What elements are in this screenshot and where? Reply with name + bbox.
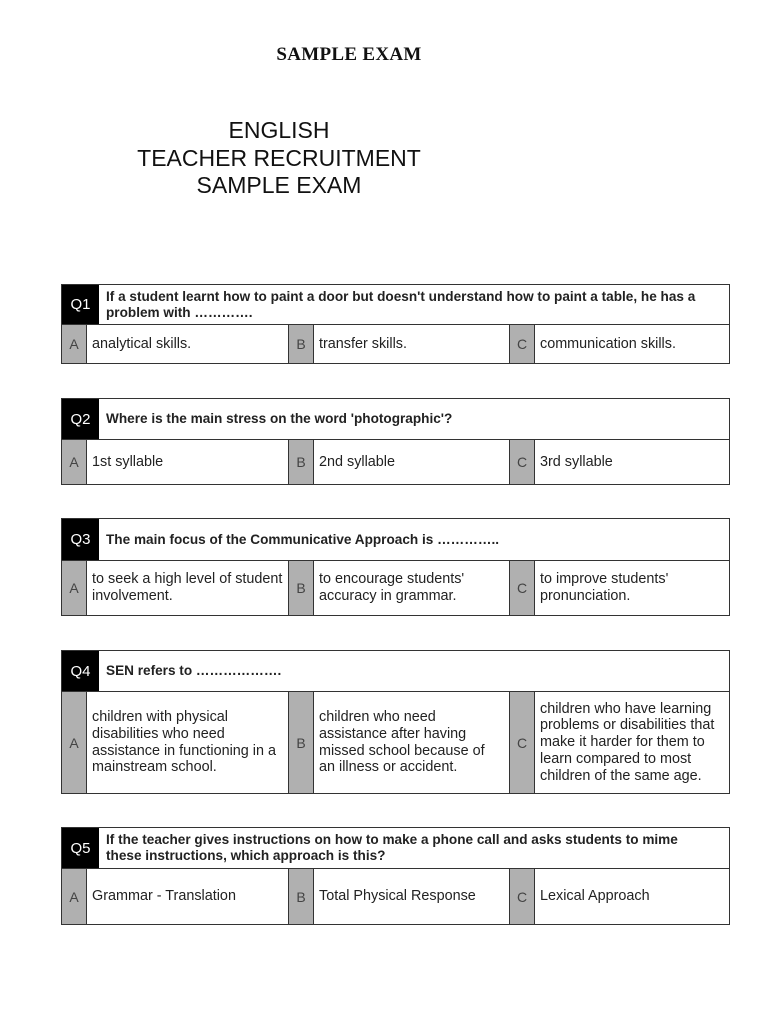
option-letter: B xyxy=(289,692,314,793)
option-letter: A xyxy=(62,440,87,484)
option-b[interactable] xyxy=(288,440,509,484)
question-block-q1 xyxy=(61,284,730,364)
option-a[interactable] xyxy=(62,440,288,484)
option-letter: A xyxy=(62,869,87,924)
option-letter: A xyxy=(62,561,87,615)
option-letter: B xyxy=(289,440,314,484)
option-c[interactable] xyxy=(509,692,729,793)
option-b[interactable] xyxy=(288,869,509,924)
option-c[interactable] xyxy=(509,869,729,924)
option-b[interactable] xyxy=(288,325,509,363)
question-text: Where is the main stress on the word 'photographic'? xyxy=(106,411,453,426)
option-a[interactable] xyxy=(62,561,288,615)
option-text: 2nd syllable xyxy=(319,453,396,470)
option-text: 3rd syllable xyxy=(540,453,613,470)
page-header: SAMPLE EXAM xyxy=(276,44,422,65)
option-letter: C xyxy=(510,561,535,615)
option-text: transfer skills. xyxy=(319,335,407,352)
option-text: Lexical Approach xyxy=(540,888,650,905)
option-letter: C xyxy=(510,440,535,484)
question-block-q2 xyxy=(61,398,730,485)
exam-title xyxy=(0,117,558,200)
option-letter: C xyxy=(510,869,535,924)
exam-title-line: SAMPLE EXAM xyxy=(196,172,362,198)
option-text: children with physical disabilities who need assistance in functioning in a mainstream school. xyxy=(92,708,276,776)
question-block-q3 xyxy=(61,518,730,616)
option-c[interactable] xyxy=(509,561,729,615)
option-letter: B xyxy=(289,869,314,924)
option-letter: B xyxy=(289,561,314,615)
option-letter: C xyxy=(510,325,535,363)
option-text: to encourage students' accuracy in grammar. xyxy=(319,571,465,604)
question-number: Q5 xyxy=(62,828,99,868)
option-text: children who need assistance after having missed school because of an illness or accident. xyxy=(319,708,485,776)
option-text: Total Physical Response xyxy=(319,888,476,905)
question-number: Q3 xyxy=(62,519,99,560)
option-text: communication skills. xyxy=(540,335,676,352)
option-b[interactable] xyxy=(288,561,509,615)
option-text: 1st syllable xyxy=(92,453,164,470)
option-c[interactable] xyxy=(509,325,729,363)
exam-title-line: ENGLISH xyxy=(228,117,330,143)
option-b[interactable] xyxy=(288,692,509,793)
question-text: If the teacher gives instructions on how to make a phone call and asks students to mime these instructions, which approach is this? xyxy=(106,832,678,863)
question-number: Q4 xyxy=(62,651,99,691)
option-letter: C xyxy=(510,692,535,793)
option-text: Grammar - Translation xyxy=(92,888,236,905)
question-block-q4 xyxy=(61,650,730,794)
option-c[interactable] xyxy=(509,440,729,484)
option-text: to improve students' pronunciation. xyxy=(540,571,669,604)
question-number: Q1 xyxy=(62,285,99,324)
option-letter: A xyxy=(62,325,87,363)
question-block-q5 xyxy=(61,827,730,925)
option-a[interactable] xyxy=(62,692,288,793)
option-a[interactable] xyxy=(62,869,288,924)
option-text: to seek a high level of student involvement. xyxy=(92,571,283,604)
option-text: analytical skills. xyxy=(92,335,192,352)
option-letter: B xyxy=(289,325,314,363)
option-a[interactable] xyxy=(62,325,288,363)
option-letter: A xyxy=(62,692,87,793)
exam-title-line: TEACHER RECRUITMENT xyxy=(137,144,421,171)
option-text: children who have learning problems or disabilities that make it harder for them to learn compared to most children of the same age. xyxy=(540,700,715,784)
question-text: If a student learnt how to paint a door but doesn't understand how to paint a table, he has a problem with …………. xyxy=(106,288,696,320)
question-text: SEN refers to ………………. xyxy=(106,663,282,678)
question-number: Q2 xyxy=(62,399,99,439)
question-text: The main focus of the Communicative Approach is ………….. xyxy=(106,531,500,547)
